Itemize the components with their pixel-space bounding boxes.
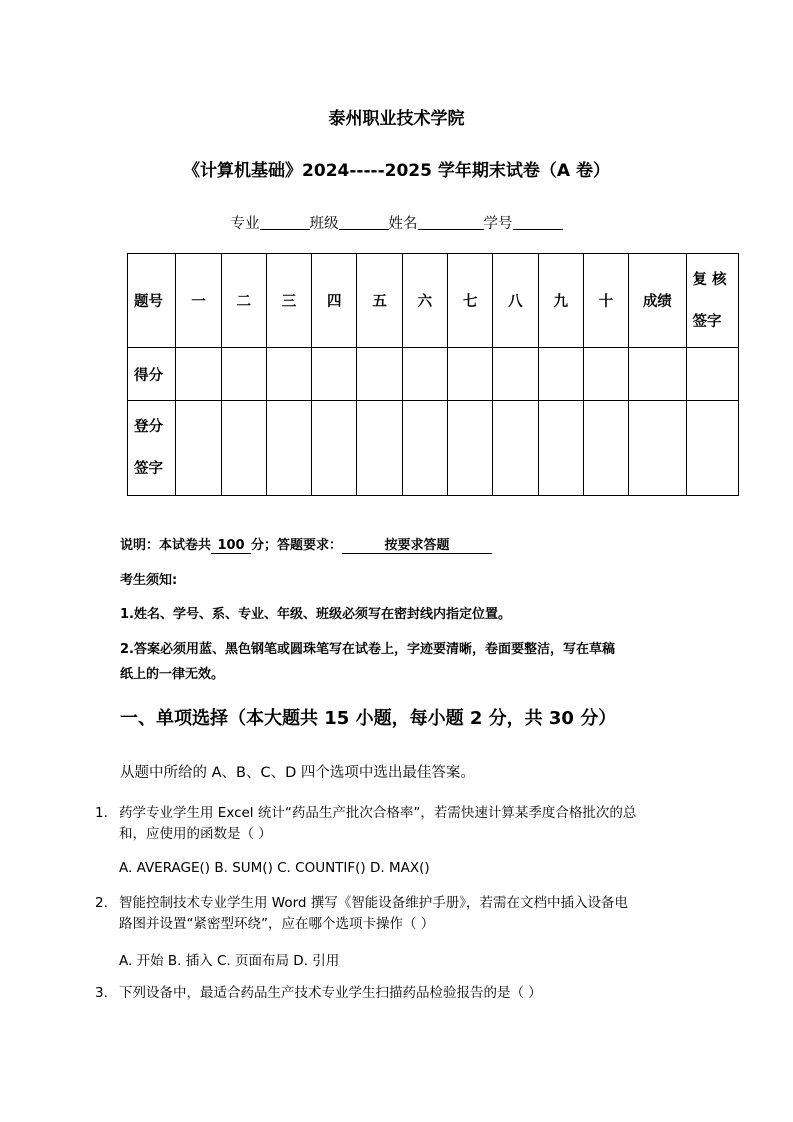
review-sign-line2: 签字: [692, 313, 722, 330]
question-text-line: 下列设备中，最适合药品生产技术专业学生扫描药品检验报告的是（ ）: [119, 985, 542, 1001]
score-cell: [266, 348, 311, 401]
question-1: [95, 803, 675, 845]
col-header: 七: [448, 254, 493, 348]
score-cell: [538, 348, 583, 401]
student-info-fields: [0, 212, 793, 233]
notice-item-2-line2: 纸上的一律无效。: [120, 667, 225, 682]
sign-cell: [312, 401, 357, 496]
score-cell: [583, 348, 628, 401]
score-cell: [221, 348, 266, 401]
class-label: 班级: [309, 216, 339, 232]
sign-cell: [221, 401, 266, 496]
score-row-label: 得分: [128, 348, 176, 401]
question-number: 2.: [95, 895, 108, 911]
major-blank: [260, 215, 310, 230]
explain-prefix: 说明：本试卷共: [120, 538, 212, 553]
question-2-options: A. 开始 B. 插入 C. 页面布局 D. 引用: [119, 953, 340, 969]
sign-row-line2: 签字: [134, 461, 163, 477]
grade-header: 成绩: [629, 254, 686, 348]
score-cell: [686, 348, 739, 401]
question-3: [95, 983, 675, 1004]
col-header: 十: [583, 254, 628, 348]
student-id-blank: [513, 215, 563, 230]
score-cell: [629, 348, 686, 401]
sign-cell: [629, 401, 686, 496]
col-header: 六: [402, 254, 447, 348]
sign-cell: [493, 401, 538, 496]
col-header: 八: [493, 254, 538, 348]
sign-cell: [583, 401, 628, 496]
notice-item-2-line1: 2.答案必须用蓝、黑色钢笔或圆珠笔写在试卷上，字迹要清晰，卷面要整洁，写在草稿: [120, 642, 615, 657]
name-label: 姓名: [388, 216, 418, 232]
sign-cell: [538, 401, 583, 496]
sign-cell: [266, 401, 311, 496]
notice-heading: 考生须知:: [120, 573, 178, 588]
col-header: 二: [221, 254, 266, 348]
school-name: 泰州职业技术学院: [328, 109, 465, 129]
sign-cell: [176, 401, 221, 496]
section-intro: 从题中所给的 A、B、C、D 四个选项中选出最佳答案。: [120, 765, 475, 781]
score-cell: [402, 348, 447, 401]
col-header: 三: [266, 254, 311, 348]
col-header: 九: [538, 254, 583, 348]
total-score: 100: [211, 538, 251, 554]
sign-cell: [686, 401, 739, 496]
score-cell: [176, 348, 221, 401]
score-cell: [312, 348, 357, 401]
question-number-header: 题号: [128, 254, 176, 348]
student-id-label: 学号: [483, 216, 513, 232]
notice-item-1: 1.姓名、学号、系、专业、年级、班级必须写在密封线内指定位置。: [120, 607, 511, 622]
question-2: [95, 893, 675, 935]
score-table-header-row: [128, 254, 739, 348]
major-label: 专业: [230, 216, 260, 232]
question-text-line: 路图并设置“紧密型环绕”，应在哪个选项卡操作（ ）: [119, 916, 435, 932]
explain-mid: 分；答题要求：: [251, 538, 343, 553]
question-number: 1.: [95, 805, 108, 821]
col-header: 一: [176, 254, 221, 348]
score-cell: [448, 348, 493, 401]
sign-cell: [448, 401, 493, 496]
answer-requirement: 按要求答题: [342, 534, 492, 554]
sign-row: [128, 401, 739, 496]
score-cell: [493, 348, 538, 401]
col-header: 五: [357, 254, 402, 348]
exam-title: 《计算机基础》2024-----2025 学年期末试卷（A 卷）: [183, 161, 610, 181]
score-cell: [357, 348, 402, 401]
question-number: 3.: [95, 985, 108, 1001]
name-blank: [418, 215, 484, 230]
question-1-options: A. AVERAGE() B. SUM() C. COUNTIF() D. MAX(): [119, 860, 430, 876]
question-text-line: 和，应使用的函数是（ ）: [119, 826, 272, 842]
section-title: 一、单项选择（本大题共 15 小题，每小题 2 分，共 30 分）: [120, 708, 617, 729]
review-sign-header: [686, 254, 739, 348]
class-blank: [339, 215, 389, 230]
review-sign-line1: 复 核: [692, 271, 727, 288]
score-table: [127, 253, 739, 496]
question-text-line: 智能控制技术专业学生用 Word 撰写《智能设备维护手册》，若需在文档中插入设备电: [119, 895, 629, 911]
score-row: [128, 348, 739, 401]
question-text-line: 药学专业学生用 Excel 统计“药品生产批次合格率”，若需快速计算某季度合格批次的总: [119, 805, 637, 821]
sign-cell: [357, 401, 402, 496]
sign-cell: [402, 401, 447, 496]
col-header: 四: [312, 254, 357, 348]
sign-row-line1: 登分: [134, 419, 163, 435]
sign-row-label: [128, 401, 176, 496]
exam-explanation: [120, 534, 492, 554]
